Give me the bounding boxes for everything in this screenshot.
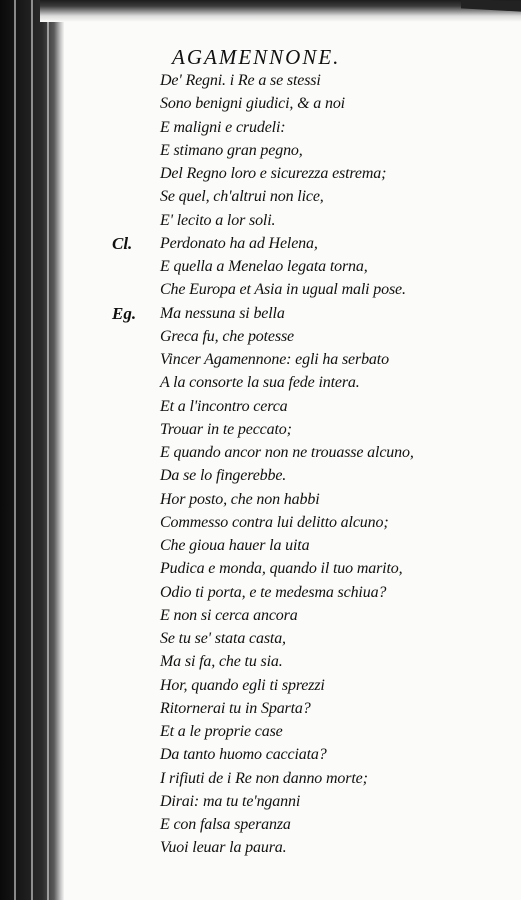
verse-line <box>0 395 521 418</box>
verse-text: Commesso contra lui delitto alcuno; <box>160 513 389 531</box>
verse-text: Greca fu, che potesse <box>160 327 294 345</box>
page-top-edge <box>40 0 521 22</box>
running-head: AGAMENNONE. <box>172 45 341 69</box>
verse-text: Del Regno loro e sicurezza estrema; <box>160 165 387 182</box>
verse-text: De' Regni. i Re a se stessi <box>160 72 321 89</box>
verse-text: Ritornerai tu in Sparta? <box>160 699 311 717</box>
verse-line <box>0 674 521 697</box>
verse-text: E maligni e crudeli: <box>160 118 286 136</box>
speaker-label: Cl. <box>112 233 133 253</box>
verse-text: Odio ti porta, e te medesma schiua? <box>160 583 387 601</box>
verse-line <box>0 139 521 162</box>
verse-line <box>0 697 521 720</box>
verse-line <box>0 209 521 232</box>
verse-text: E con falsa speranza <box>160 816 291 833</box>
verse-text: Ma si fa, che tu sia. <box>160 653 283 671</box>
verse-line <box>0 836 521 859</box>
verse-line <box>0 767 521 790</box>
verse-line <box>0 627 521 650</box>
verse-line <box>0 720 521 743</box>
verse-text: Se tu se' stata casta, <box>160 630 286 647</box>
verse-text: Da se lo fingerebbe. <box>160 467 287 485</box>
verse-text: Perdonato ha ad Helena, <box>160 234 318 252</box>
verse-line <box>0 302 521 325</box>
verse-block <box>0 69 521 860</box>
verse-text: Che Europa et Asia in ugual mali pose. <box>160 281 406 299</box>
verse-line <box>0 790 521 813</box>
verse-line <box>0 371 521 394</box>
speaker-label: Eg. <box>112 303 137 323</box>
verse-text: I rifiuti de i Re non danno morte; <box>160 769 368 787</box>
verse-text: Vuoi leuar la paura. <box>160 839 287 857</box>
verse-line <box>0 511 521 534</box>
verse-text: Sono benigni giudici, & a noi <box>160 95 345 113</box>
verse-line <box>0 557 521 580</box>
verse-line <box>0 604 521 627</box>
verse-line <box>0 534 521 557</box>
verse-line <box>0 162 521 185</box>
verse-text: Pudica e monda, quando il tuo marito, <box>160 560 403 578</box>
verse-text: Ma nessuna si bella <box>160 304 285 322</box>
verse-text: Se quel, ch'altrui non lice, <box>160 188 324 206</box>
verse-line <box>0 581 521 604</box>
verse-line <box>0 441 521 464</box>
verse-line <box>0 232 521 255</box>
verse-text: E quando ancor non ne trouasse alcuno, <box>160 444 414 461</box>
verse-text: Et a l'incontro cerca <box>160 397 288 415</box>
verse-text: Et a le proprie case <box>160 723 283 740</box>
verse-text: E' lecito a lor soli. <box>160 211 276 229</box>
verse-text: A la consorte la sua fede intera. <box>160 374 360 392</box>
verse-line <box>0 488 521 511</box>
verse-text: Da tanto huomo cacciata? <box>160 746 327 764</box>
verse-line <box>0 650 521 673</box>
verse-text: E quella a Menelao legata torna, <box>160 258 368 275</box>
verse-line <box>0 185 521 208</box>
verse-line <box>0 348 521 371</box>
verse-line <box>0 743 521 766</box>
verse-line <box>0 278 521 301</box>
verse-line <box>0 464 521 487</box>
verse-line <box>0 69 521 92</box>
verse-text: E non si cerca ancora <box>160 606 298 624</box>
verse-line <box>0 325 521 348</box>
verse-line <box>0 116 521 139</box>
verse-text: Vincer Agamennone: egli ha serbato <box>160 351 389 368</box>
verse-text: Hor, quando egli ti sprezzi <box>160 676 325 694</box>
verse-text: Hor posto, che non habbi <box>160 490 320 508</box>
verse-line <box>0 92 521 115</box>
verse-line <box>0 418 521 441</box>
verse-text: Dirai: ma tu te'nganni <box>160 792 301 810</box>
verse-line <box>0 255 521 278</box>
verse-text: Che gioua hauer la uita <box>160 537 310 554</box>
verse-text: Trouar in te peccato; <box>160 420 292 438</box>
verse-line <box>0 813 521 836</box>
verse-text: E stimano gran pegno, <box>160 141 303 159</box>
